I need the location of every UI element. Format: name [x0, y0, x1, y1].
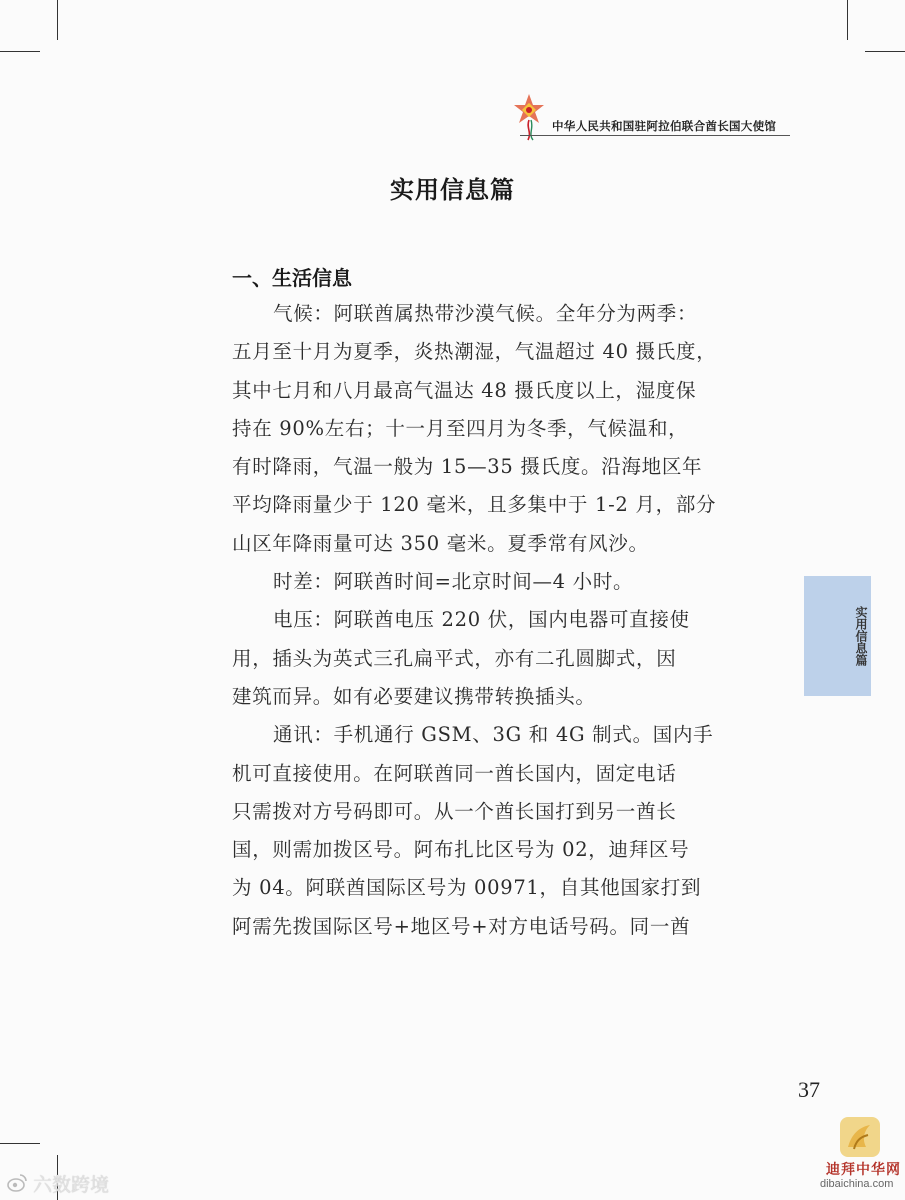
paragraph-line: 其中七月和八月最高气温达 48 摄氏度以上，湿度保: [232, 378, 697, 402]
crop-mark: [847, 0, 848, 40]
paragraph-line: 有时降雨，气温一般为 15—35 摄氏度。沿海地区年: [232, 455, 703, 479]
paragraph-line: 气候：阿联酋属热带沙漠气候。全年分为两季：: [273, 302, 698, 325]
chapter-side-tab: [804, 576, 871, 696]
side-tab-label: 实用信息篇: [854, 606, 868, 666]
paragraph-line: 阿需先拨国际区号+地区号+对方电话号码。同一酋: [232, 914, 691, 938]
watermark-left-text: 六数跨境: [33, 1173, 110, 1196]
paragraph-line: 持在 90%左右；十一月至四月为冬季，气候温和，: [232, 416, 689, 440]
page-title: 实用信息篇: [390, 176, 515, 204]
paragraph-line: 为 04。阿联酋国际区号为 00971，自其他国家打到: [232, 876, 702, 900]
paragraph-line: 只需拨对方号码即可。从一个酋长国打到另一酋长: [232, 799, 677, 823]
paragraph-line: 国，则需加拨区号。阿布扎比区号为 02，迪拜区号: [232, 838, 690, 862]
page-number: 37: [798, 1077, 820, 1102]
paragraph-line: 平均降雨量少于 120 毫米，且多集中于 1-2 月，部分: [232, 493, 717, 517]
watermark-left: [6, 1168, 109, 1198]
crop-mark: [0, 1143, 40, 1144]
crop-mark: [57, 0, 58, 40]
paragraph-line: 通讯：手机通行 GSM、3G 和 4G 制式。国内手: [273, 723, 714, 747]
body-text: [232, 295, 717, 946]
watermark-right-name: 迪拜中华网: [826, 1162, 901, 1178]
paragraph-line: 用，插头为英式三孔扁平式，亦有二孔圆脚式，因: [232, 646, 677, 670]
section-heading: 一、生活信息: [232, 266, 352, 290]
watermark-right-url: dibaichina.com: [820, 1178, 894, 1190]
paragraph-line: 电压：阿联酋电压 220 伏，国内电器可直接使: [273, 608, 690, 632]
weibo-icon: [6, 1172, 28, 1194]
dibaichina-logo-icon: [838, 1115, 882, 1159]
crop-mark: [865, 51, 905, 52]
paragraph-line: 时差：阿联酋时间=北京时间—4 小时。: [273, 570, 634, 594]
paragraph-line: 五月至十月为夏季，炎热潮湿，气温超过 40 摄氏度，: [232, 340, 717, 364]
embassy-header: 中华人民共和国驻阿拉伯联合酋长国大使馆: [552, 119, 777, 133]
header-divider: [520, 135, 790, 136]
crop-mark: [0, 51, 40, 52]
watermark-right: [800, 1115, 900, 1195]
paragraph-line: 机可直接使用。在阿联酋同一酋长国内，固定电话: [232, 761, 677, 785]
paragraph-line: 建筑而异。如有必要建议携带转换插头。: [232, 684, 596, 708]
paragraph-line: 山区年降雨量可达 350 毫米。夏季常有风沙。: [232, 531, 649, 555]
